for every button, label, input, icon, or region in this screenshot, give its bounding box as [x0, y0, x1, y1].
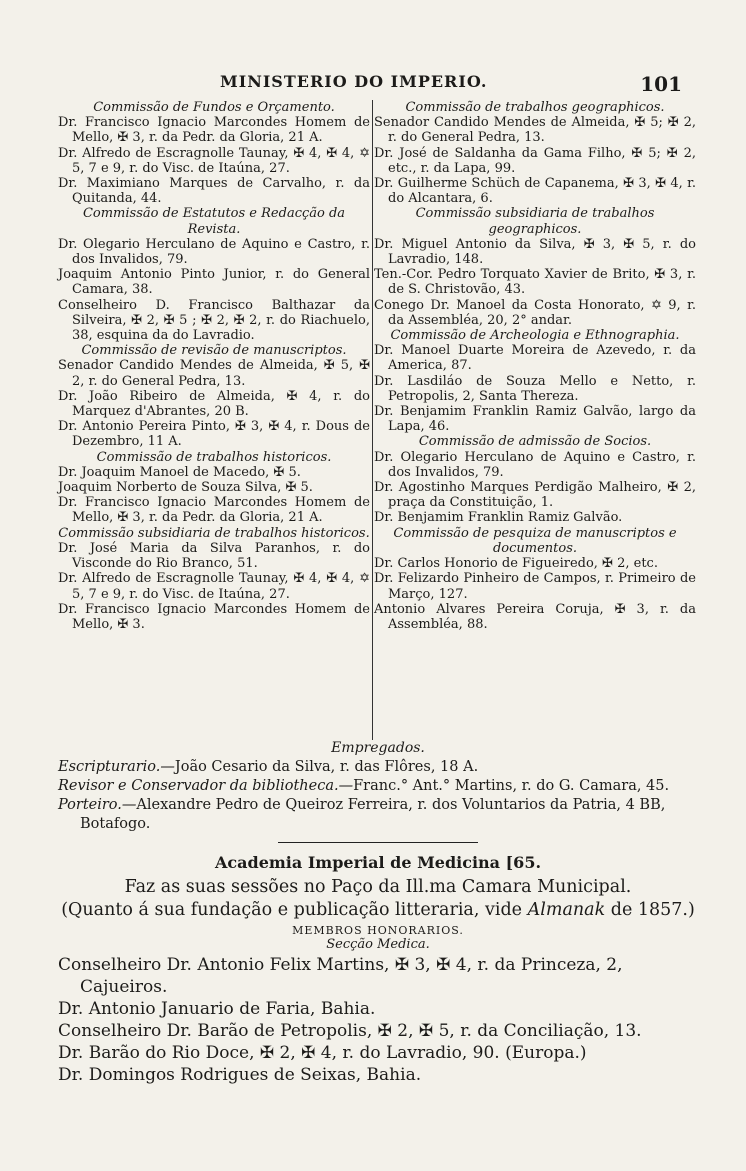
commission-heading: Commissão de trabalhos geographicos.: [405, 100, 665, 115]
member-entry: Dr. Guilherme Schüch de Capanema, ✠ 3, ✠ 4, r. do Alcantara, 6.: [374, 176, 696, 207]
member-entry: Dr. Alfredo de Escragnolle Taunay, ✠ 4, ✠ 4, ✡ 5, 7 e 9, r. do Visc. de Itaúna, 27.: [58, 145, 370, 176]
lower-section: [58, 740, 698, 1086]
employee-role: Porteiro.—: [58, 797, 137, 813]
member-entry: Dr. Olegario Herculano de Aquino e Castro, r. dos Invalidos, 79.: [374, 449, 696, 480]
empregados-heading: Empregados.: [331, 740, 425, 756]
member-entry: Antonio Alvares Pereira Coruja, ✠ 3, r. da Assembléa, 88.: [374, 601, 696, 632]
member-entry: Dr. Antonio Januario de Faria, Bahia.: [58, 999, 376, 1019]
member-entry: Dr. Lasdiláo de Souza Mello e Netto, r. Petropolis, 2, Santa Thereza.: [374, 373, 696, 404]
commission-heading: Commissão subsidiaria de trabalhos geographicos.: [415, 206, 655, 237]
employee-text: João Cesario da Silva, r. das Flôres, 18 A.: [174, 759, 479, 775]
right-column: [374, 100, 696, 632]
member-entry: Dr. Felizardo Pinheiro de Campos, r. Primeiro de Março, 127.: [374, 571, 696, 602]
member-entry: Dr. Alfredo de Escragnolle Taunay, ✠ 4, ✠ 4, ✡ 5, 7 e 9, r. do Visc. de Itaúna, 27.: [58, 571, 370, 602]
member-entry: Dr. Benjamim Franklin Ramiz Galvão, largo da Lapa, 46.: [374, 404, 696, 435]
member-entry: Dr. Benjamim Franklin Ramiz Galvão.: [374, 510, 623, 526]
member-entry: Dr. Joaquim Manoel de Macedo, ✠ 5.: [58, 464, 301, 480]
member-entry: Senador Candido Mendes de Almeida, ✠ 5, ✠ 2, r. do General Pedra, 13.: [58, 358, 370, 389]
column-divider: [372, 100, 373, 740]
member-entry: Conselheiro Dr. Barão de Petropolis, ✠ 2, ✠ 5, r. da Conciliação, 13.: [58, 1021, 642, 1041]
member-entry: Dr. Agostinho Marques Perdigão Malheiro, ✠ 2, praça da Constituição, 1.: [374, 480, 696, 511]
left-column: [58, 100, 370, 632]
member-entry: Dr. Maximiano Marques de Carvalho, r. da Quitanda, 44.: [58, 176, 370, 207]
commission-heading: Commissão de Estatutos e Redacção da Revista.: [82, 206, 346, 237]
member-entry: Ten.-Cor. Pedro Torquato Xavier de Brito, ✠ 3, r. de S. Christovão, 43.: [374, 267, 696, 298]
member-entry: Conselheiro D. Francisco Balthazar da Silveira, ✠ 2, ✠ 5 ; ✠ 2, ✠ 2, r. do Riachuelo, 38, esquina da do Lavradio.: [58, 297, 370, 344]
member-entry: Dr. Francisco Ignacio Marcondes Homem de Mello, ✠ 3, r. da Pedr. da Gloria, 21 A.: [58, 495, 370, 526]
note-emphasis: Almanak: [527, 900, 606, 920]
employee-text: Franc.° Ant.° Martins, r. do G. Camara, 45.: [353, 778, 670, 794]
commission-heading: Commissão de pesquiza de manuscriptos e documentos.: [393, 525, 677, 556]
member-entry: Conselheiro Dr. Antonio Felix Martins, ✠ 3, ✠ 4, r. da Princeza, 2, Cajueiros.: [58, 955, 623, 997]
section-rule: [278, 842, 478, 843]
member-entry: Conego Dr. Manoel da Costa Honorato, ✡ 9, r. da Assembléa, 20, 2° andar.: [374, 297, 696, 328]
commission-heading: Commissão de trabalhos historicos.: [96, 449, 332, 465]
member-entry: Dr. Antonio Pereira Pinto, ✠ 3, ✠ 4, r. Dous de Dezembro, 11 A.: [58, 419, 370, 450]
two-column-body: [58, 100, 694, 735]
page-number: 101: [640, 72, 682, 96]
member-entry: Dr. Domingos Rodrigues de Seixas, Bahia.: [58, 1065, 422, 1085]
academia-note: [58, 899, 698, 922]
note-text: (Quanto á sua fundação e publicação litteraria, vide: [61, 900, 528, 920]
employee-line: [58, 777, 698, 796]
employee-role: Escripturario.—: [58, 759, 175, 775]
member-entry: Dr. Carlos Honorio de Figueiredo, ✠ 2, etc.: [374, 556, 658, 572]
member-entry: Dr. João Ribeiro de Almeida, ✠ 4, r. do Marquez d'Abrantes, 20 B.: [58, 388, 370, 420]
employee-text: Alexandre Pedro de Queiroz Ferreira, r. dos Voluntarios da Patria, 4 BB, Botafogo.: [80, 797, 666, 832]
member-entry: Dr. José de Saldanha da Gama Filho, ✠ 5; ✠ 2, etc., r. da Lapa, 99.: [374, 145, 696, 176]
commission-heading: Commissão de admissão de Socios.: [418, 434, 652, 450]
member-entry: Dr. Francisco Ignacio Marcondes Homem de Mello, ✠ 3, r. da Pedr. da Gloria, 21 A.: [58, 115, 370, 146]
member-entry: Joaquim Antonio Pinto Junior, r. do General Camara, 38.: [58, 267, 370, 298]
member-entry: Dr. Olegario Herculano de Aquino e Castro, r. dos Invalidos, 79.: [58, 236, 370, 268]
page-header: [62, 72, 682, 96]
seccao-heading: Secção Medica.: [326, 937, 430, 952]
page-title: MINISTERIO DO IMPERIO.: [220, 72, 488, 91]
employee-line: [58, 758, 698, 777]
member-entry: Dr. Barão do Rio Doce, ✠ 2, ✠ 4, r. do Lavradio, 90. (Europa.): [58, 1043, 587, 1063]
employee-role: Revisor e Conservador da bibliotheca.—: [58, 778, 354, 794]
commission-heading: Commissão de Fundos e Orçamento.: [93, 100, 335, 115]
member-entry: Dr. José Maria da Silva Paranhos, r. do Visconde do Rio Branco, 51.: [58, 540, 370, 572]
member-entry: Senador Candido Mendes de Almeida, ✠ 5; ✠ 2, r. do General Pedra, 13.: [374, 115, 696, 146]
membros-heading: MEMBROS HONORARIOS.: [292, 924, 464, 937]
note-text-end: de 1857.): [605, 900, 695, 920]
employee-line: [58, 796, 698, 834]
academia-title: Academia Imperial de Medicina [65.: [214, 853, 542, 872]
commission-heading: Commissão subsidiaria de trabalhos historicos.: [58, 525, 370, 541]
commission-heading: Commissão de Archeologia e Ethnographia.: [390, 328, 680, 344]
member-entry: Dr. Manoel Duarte Moreira de Azevedo, r. da America, 87.: [374, 343, 696, 374]
member-entry: Joaquim Norberto de Souza Silva, ✠ 5.: [58, 480, 313, 496]
commission-heading: Commissão de revisão de manuscriptos.: [81, 343, 347, 359]
member-entry: Dr. Miguel Antonio da Silva, ✠ 3, ✠ 5, r. do Lavradio, 148.: [374, 236, 696, 268]
member-entry: Dr. Francisco Ignacio Marcondes Homem de Mello, ✠ 3.: [58, 601, 370, 632]
academia-sessions: Faz as suas sessões no Paço da Ill.ma Camara Municipal.: [124, 877, 632, 897]
